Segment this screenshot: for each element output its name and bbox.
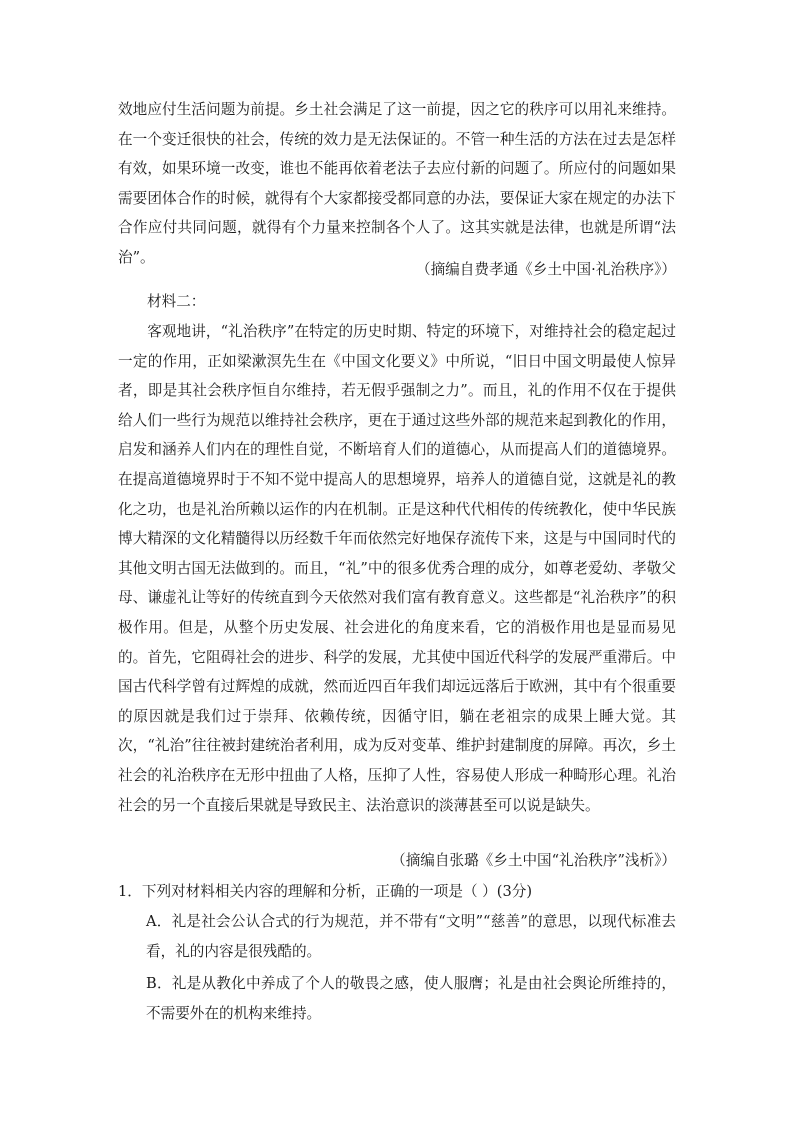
material-one-tail-paragraph: 效地应付生活问题为前提。乡土社会满足了这一前提，因之它的秩序可以用礼来维持。在一个变迁很快的社会，传统的效力是无法保证的。不管一种生活的方法在过去是怎样有效，如果环境一改变，谁也不能再依着老法子去应付新的问题了。所应付的问题如果需要团体合作的时候，就得有个大家都接受都同意的办法，要保证大家在规定的办法下合作应付共同问题，就得有个力量来控制各个人了。这其实就是法律，也就是所谓“法治”。 [118, 101, 676, 266]
material-two-label: 材料二： [147, 293, 206, 310]
question-one-option-a: A．礼是社会公认合式的行为规范，并不带有“文明”“慈善”的意思，以现代标准去看，礼的内容是很残酷的。 [146, 913, 676, 960]
material-two-body-paragraph: 客观地讲，“礼治秩序”在特定的历史时期、特定的环境下，对维持社会的稳定起过一定的作用，正如梁漱溟先生在《中国文化要义》中所说，“旧日中国文明最使人惊异者，即是其社会秩序恒自尔维持，若无假乎强制之力”。而且，礼的作用不仅在于提供给人们一些行为规范以维持社会秩序，更在于通过这些外部的规范来起到教化的作用，启发和涵养人们内在的理性自觉，不断培育人们的道德心，从而提高人们的道德境界。在提高道德境界时于不知不觉中提高人的思想境界，培养人的道德自觉，这就是礼的教化之功，也是礼治所赖以运作的内在机制。正是这种代代相传的传统教化，使中华民族博大精深的文化精髓得以历经数千年而依然完好地保存流传下来，这是与中国同时代的其他文明古国无法做到的。而且，“礼”中的很多优秀合理的成分，如尊老爱幼、孝敬父母、谦虚礼让等好的传统直到今天依然对我们富有教育意义。这些都是“礼治秩序”的积极作用。但是，从整个历史发展、社会进化的角度来看，它的消极作用也是显而易见的。首先，它阻碍社会的进步、科学的发展，尤其使中国近代科学的发展严重滞后。中国古代科学曾有过辉煌的成就，然而近四百年我们却远远落后于欧洲，其中有个很重要的原因就是我们过于崇拜、依赖传统，因循守旧，躺在老祖宗的成果上睡大觉。其次，“礼治”往往被封建统治者利用，成为反对变革、维护封建制度的屏障。再次，乡土社会的礼治秩序在无形中扭曲了人格，压抑了人性，容易使人形成一种畸形心理。礼治社会的另一个直接后果就是导致民主、法治意识的淡薄甚至可以说是缺失。 [118, 323, 676, 814]
question-one-stem: 1．下列对材料相关内容的理解和分析，正确的一项是（ ）(3分) [118, 883, 533, 900]
material-two-source: （摘编自张璐《乡土中国“礼治秩序”浅析》） [391, 852, 676, 869]
question-one-option-b: B．礼是从教化中养成了个人的敬畏之感，使人服膺；礼是由社会舆论所维持的，不需要外在的机构来维持。 [146, 975, 676, 1022]
material-one-source: （摘编自费孝通《乡土中国·礼治秩序》） [415, 261, 676, 278]
